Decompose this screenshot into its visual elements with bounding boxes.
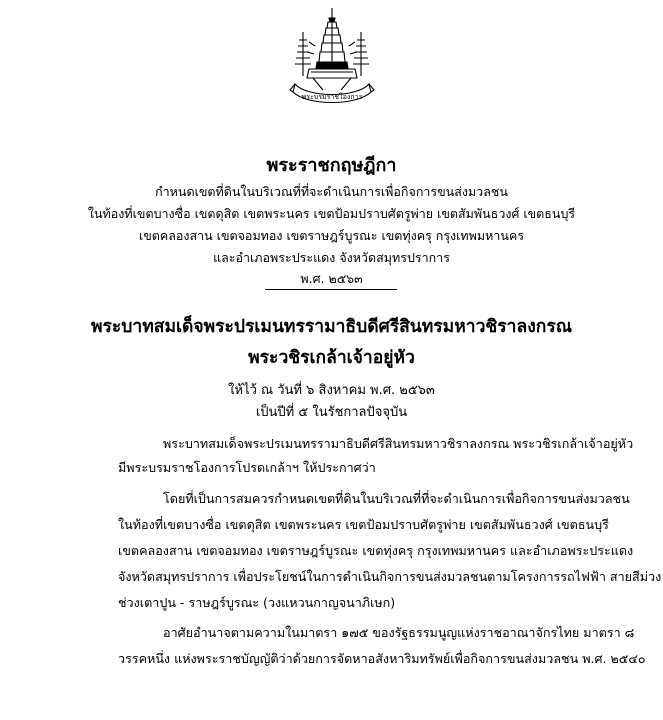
body-line-3: โดยที่เป็นการสมควรกำหนดเขตที่ดินในบริเวณที่ที่จะดำเนินการเพื่อกิจการขนส่งมวลชน bbox=[163, 491, 630, 506]
subtitle-line-3: เขตคลองสาน เขตจอมทอง เขตราษฎร์บูรณะ เขตทุ่งครุ กรุงเทพมหานคร bbox=[138, 228, 525, 243]
reign-year: เป็นปีที่ ๕ ในรัชกาลปัจจุบัน bbox=[255, 405, 408, 420]
body-line-2: มีพระบรมราชโองการโปรดเกล้าฯ ให้ประกาศว่า bbox=[118, 460, 376, 475]
subtitle-line-1: กำหนดเขตที่ดินในบริเวณที่ที่จะดำเนินการเพื่อกิจการขนส่งมวลชน bbox=[155, 184, 508, 199]
subtitle-line-2: ในท้องที่เขตบางซื่อ เขตดุสิต เขตพระนคร เขตป้อมปราบศัตรูพ่าย เขตสัมพันธวงศ์ เขตธนบุรี bbox=[87, 206, 576, 221]
body-line-5: เขตคลองสาน เขตจอมทอง เขตราษฎร์บูรณะ เขตทุ่งครุ กรุงเทพมหานคร และอำเภอพระประแดง bbox=[118, 543, 634, 558]
body-line-8: อาศัยอำนาจตามความในมาตรา ๑๗๕ ของรัฐธรรมนูญแห่งราชอาณาจักรไทย มาตรา ๘ bbox=[163, 625, 635, 640]
given-date: ให้ไว้ ณ วันที่ ๖ สิงหาคม พ.ศ. ๒๕๖๓ bbox=[228, 383, 435, 398]
king-name-line-1: พระบาทสมเด็จพระปรเมนทรรามาธิบดีศรีสินทรมหาวชิราลงกรณ bbox=[90, 317, 573, 337]
subtitle-line-4: และอำเภอพระประแดง จังหวัดสมุทรปราการ bbox=[213, 250, 450, 265]
royal-garuda-emblem-icon bbox=[287, 6, 377, 114]
svg-text:พระบรมราชโองการ: พระบรมราชโองการ bbox=[301, 93, 363, 101]
document-year: พ.ศ. ๒๕๖๓ bbox=[300, 271, 363, 286]
king-name-line-2: พระวชิรเกล้าเจ้าอยู่หัว bbox=[248, 348, 415, 368]
body-line-7: ช่วงเตาปูน - ราษฎร์บูรณะ (วงแหวนกาญจนาภิเษก) bbox=[118, 595, 396, 610]
body-line-6: จังหวัดสมุทรปราการ เพื่อประโยชน์ในการดำเนินกิจการขนส่งมวลชนตามโครงการรถไฟฟ้า สายสีม่วง bbox=[118, 569, 662, 584]
body-line-9: วรรคหนึ่ง แห่งพระราชบัญญัติว่าด้วยการจัดหาอสังหาริมทรัพย์เพื่อกิจการขนส่งมวลชน พ.ศ. ๒๕๔๐ bbox=[118, 651, 646, 666]
body-line-1: พระบาทสมเด็จพระปรเมนทรรามาธิบดีศรีสินทรมหาวชิราลงกรณ พระวชิรเกล้าเจ้าอยู่หัว bbox=[163, 436, 634, 451]
document-title: พระราชกฤษฎีกา bbox=[266, 155, 397, 176]
body-line-4: ในท้องที่เขตบางซื่อ เขตดุสิต เขตพระนคร เขตป้อมปราบศัตรูพ่าย เขตสัมพันธวงศ์ เขตธนบุรี bbox=[118, 517, 609, 532]
header-divider bbox=[265, 289, 397, 290]
